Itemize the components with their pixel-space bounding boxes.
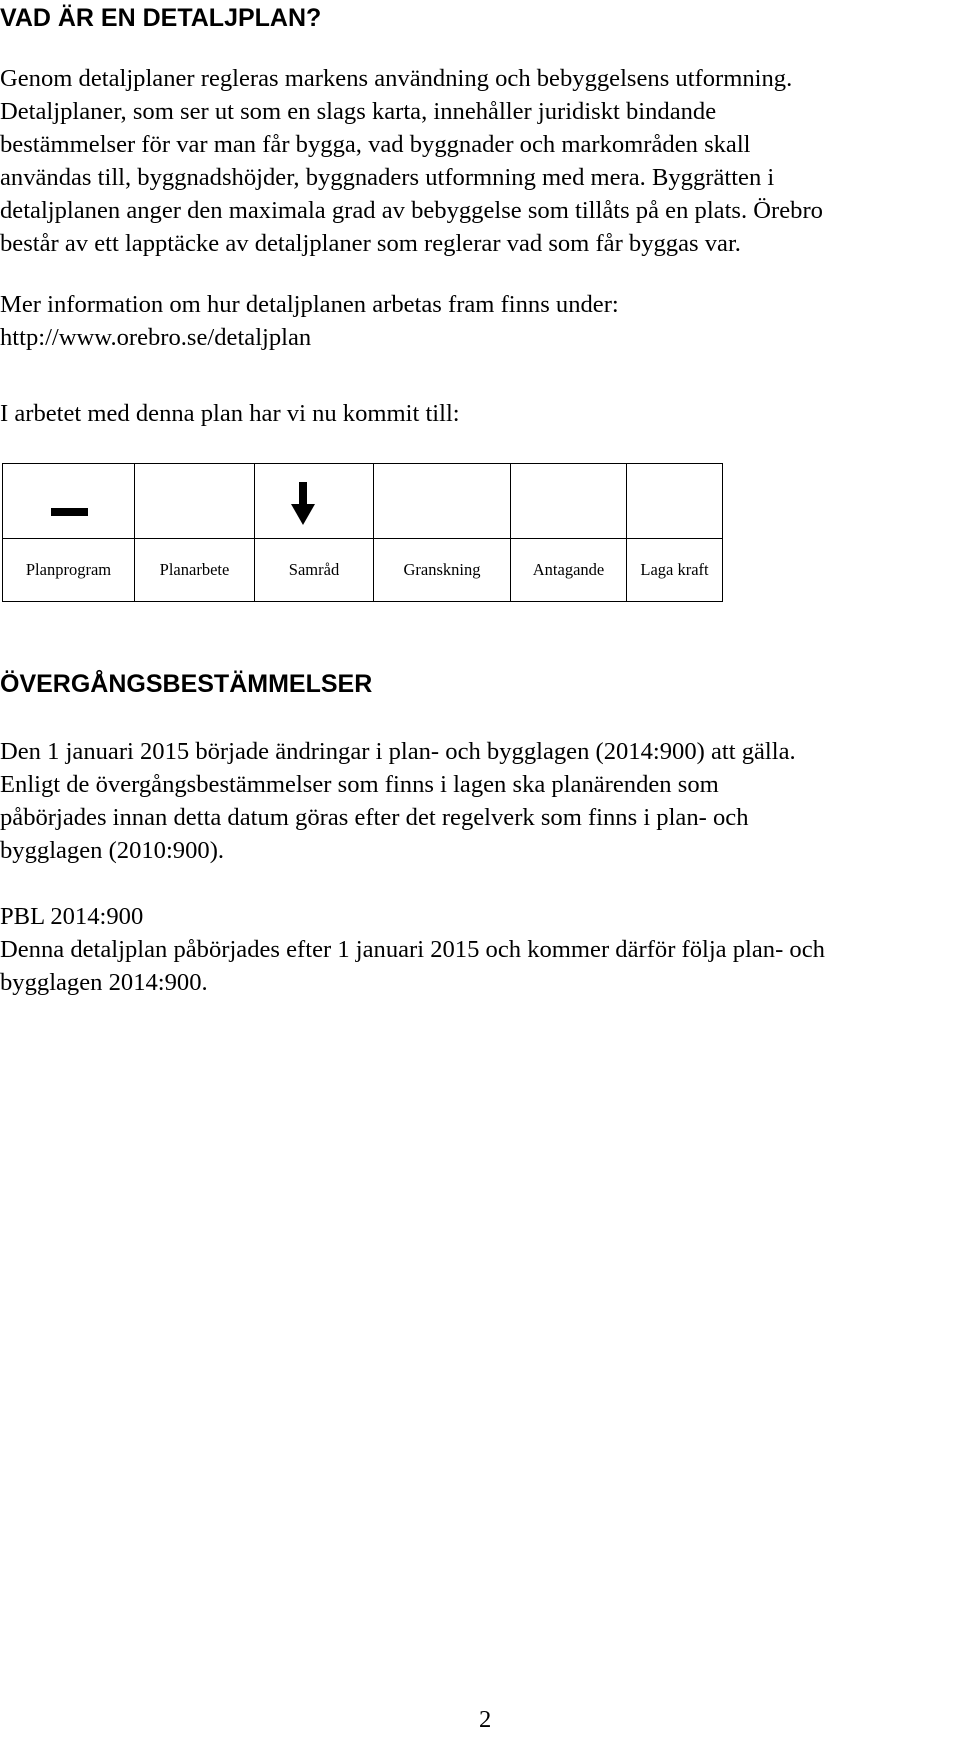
stage-marker-planprogram xyxy=(3,464,135,539)
stage-label-antagande: Antagande xyxy=(511,539,627,602)
stage-label-laga-kraft: Laga kraft xyxy=(627,539,723,602)
pbl-title: PBL 2014:900 xyxy=(0,903,144,930)
pbl-paragraph xyxy=(0,900,825,999)
dash-icon xyxy=(51,508,88,516)
intro-line: består av ett lapptäcke av detaljplaner som reglerar vad som får byggas var. xyxy=(0,230,741,257)
stage-marker-planarbete xyxy=(135,464,255,539)
stage-marker-granskning xyxy=(374,464,511,539)
intro-line: detaljplanen anger den maximala grad av bebyggelse som tillåts på en plats. Örebro xyxy=(0,197,823,224)
transition-line: Den 1 januari 2015 började ändringar i plan- och bygglagen (2014:900) att gälla. xyxy=(0,738,796,765)
stage-marker-laga-kraft xyxy=(627,464,723,539)
stage-label-row xyxy=(3,539,723,602)
more-info-text: Mer information om hur detaljplanen arbetas fram finns under: xyxy=(0,291,619,318)
page-number: 2 xyxy=(479,1706,492,1733)
stage-marker-antagande xyxy=(511,464,627,539)
stage-marker-row xyxy=(3,464,723,539)
page-title: VAD ÄR EN DETALJPLAN? xyxy=(0,4,322,32)
intro-line: användas till, byggnadshöjder, byggnaders utformning med mera. Byggrätten i xyxy=(0,164,775,191)
more-info-link[interactable]: http://www.orebro.se/detaljplan xyxy=(0,324,312,351)
stage-label-planprogram: Planprogram xyxy=(3,539,135,602)
intro-line: Genom detaljplaner regleras markens användning och bebyggelsens utformning. xyxy=(0,65,793,92)
process-stages-table xyxy=(2,463,723,602)
transition-line: Enligt de övergångsbestämmelser som finns i lagen ska planärenden som xyxy=(0,771,719,798)
down-arrow-icon xyxy=(291,482,315,525)
transition-paragraph xyxy=(0,735,796,867)
stage-label-samrad: Samråd xyxy=(255,539,374,602)
pbl-line: bygglagen 2014:900. xyxy=(0,969,208,996)
intro-line: bestämmelser för var man får bygga, vad byggnader och markområden skall xyxy=(0,131,751,158)
more-info-paragraph xyxy=(0,288,619,354)
stage-label-planarbete: Planarbete xyxy=(135,539,255,602)
transition-heading: ÖVERGÅNGSBESTÄMMELSER xyxy=(0,670,373,698)
status-text: I arbetet med denna plan har vi nu kommit till: xyxy=(0,400,460,427)
transition-line: påbörjades innan detta datum göras efter det regelverk som finns i plan- och xyxy=(0,804,749,831)
stage-marker-samrad xyxy=(255,464,374,539)
pbl-line: Denna detaljplan påbörjades efter 1 januari 2015 och kommer därför följa plan- och xyxy=(0,936,825,963)
intro-line: Detaljplaner, som ser ut som en slags karta, innehåller juridiskt bindande xyxy=(0,98,717,125)
intro-paragraph xyxy=(0,62,823,260)
stage-label-granskning: Granskning xyxy=(374,539,511,602)
transition-line: bygglagen (2010:900). xyxy=(0,837,225,864)
